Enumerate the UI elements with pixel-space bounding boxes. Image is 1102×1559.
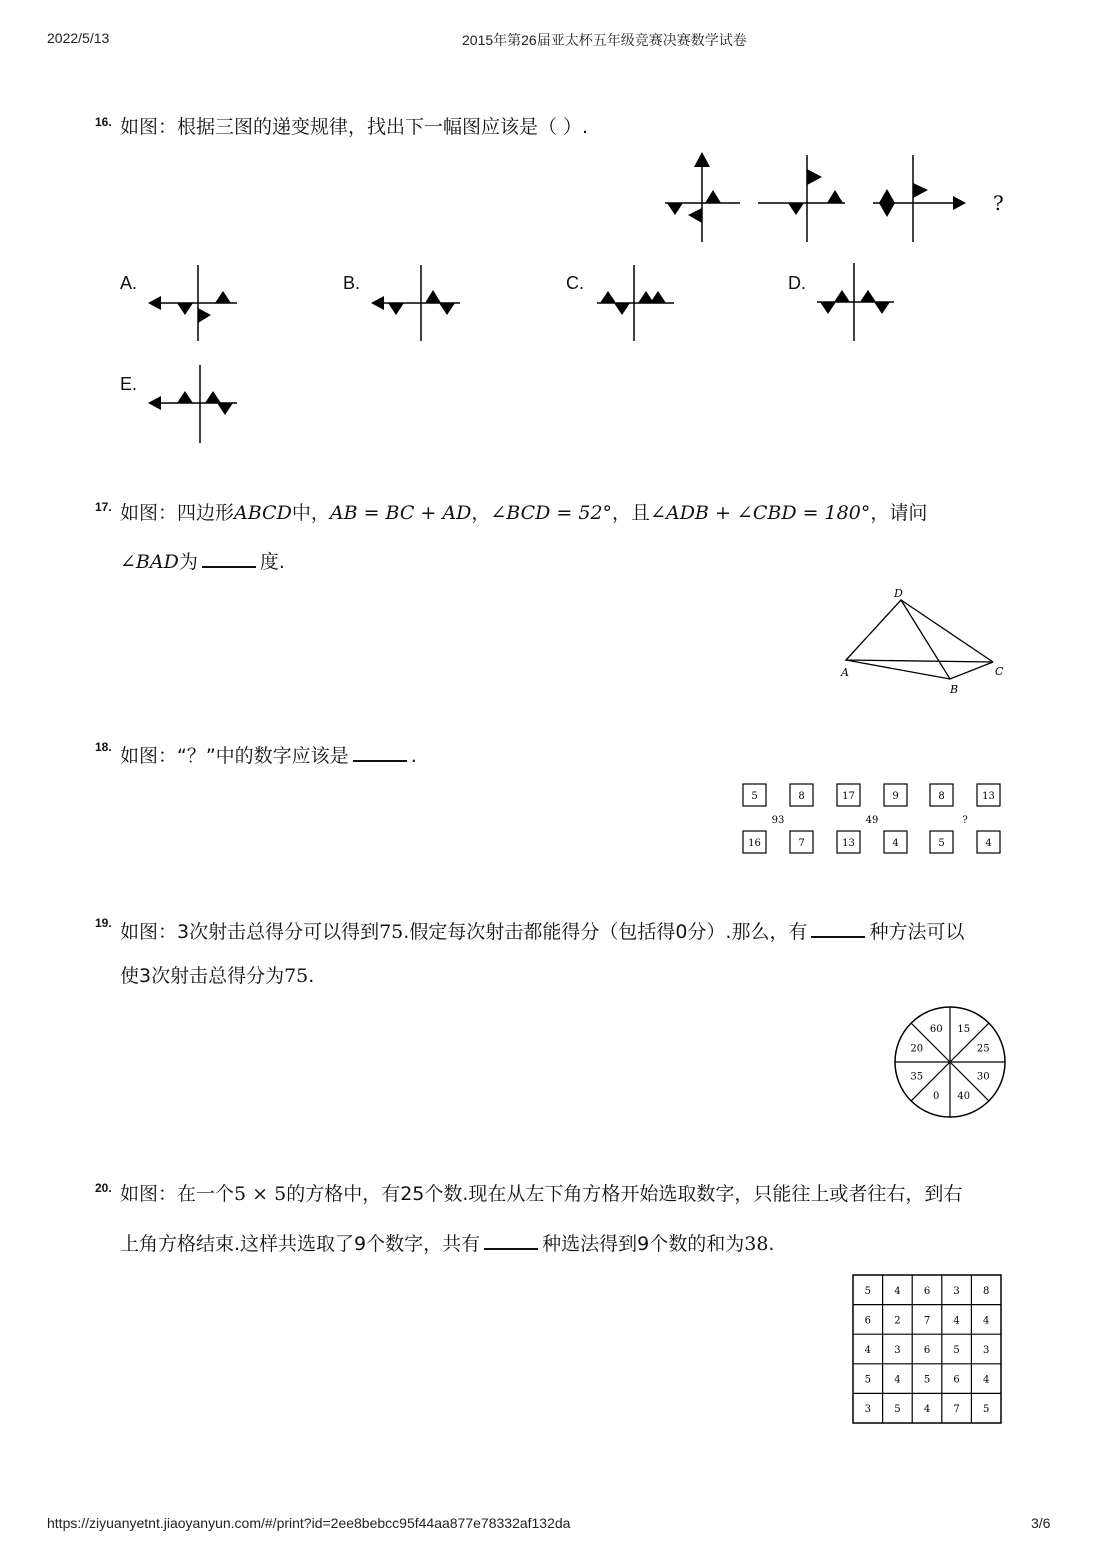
wheel-score: 15 [957, 1024, 971, 1036]
number-grid-figure [850, 1272, 1006, 1428]
number-cell-value: 5 [751, 791, 758, 802]
grid-cell-value: 7 [953, 1404, 960, 1416]
grid-cell-value: 4 [983, 1315, 990, 1327]
question-16-sequence-figure [655, 145, 1015, 250]
number-center-value: 49 [865, 815, 879, 826]
number-cell-value: 4 [985, 838, 992, 849]
question-20-number: 20. [95, 1181, 112, 1195]
grid-cell-value: 3 [894, 1345, 901, 1356]
question-19-line-1: 如图：3次射击总得分可以得到75.假定每次射击都能得分（包括得0分）.那么，有 种方法可以 [120, 921, 965, 943]
grid-cell-value: 6 [923, 1285, 931, 1297]
grid-cell-value: 7 [923, 1315, 931, 1327]
grid-cell-value: 4 [923, 1404, 931, 1416]
wheel-score: 25 [976, 1043, 990, 1055]
footer-page-number: 3/6 [1031, 1515, 1051, 1531]
answer-blank [484, 1232, 538, 1250]
number-puzzle-figure [740, 780, 1010, 860]
number-group-1 [743, 784, 813, 853]
question-18-text: 如图：“？”中的数字应该是 . [120, 745, 417, 767]
number-cell-value: 7 [798, 838, 805, 849]
wheel-score: 30 [976, 1071, 990, 1083]
option-c-label: C. [566, 273, 584, 293]
grid-cell-value: 5 [894, 1404, 901, 1416]
vertex-label-d: D [894, 587, 903, 600]
option-a-figure [145, 263, 240, 343]
number-cell-value: 9 [892, 791, 899, 802]
option-e-figure [145, 363, 245, 445]
question-19-line-2: 使3次射击总得分为75. [120, 965, 315, 987]
target-wheel [895, 1007, 1005, 1117]
quadrilateral-figure [835, 585, 1010, 700]
question-20-line-1: 如图：在一个5 × 5的方格中，有25个数.现在从左下角方格开始选取数字，只能往上或者往右，到右 [120, 1183, 963, 1205]
grid-cell-value: 3 [983, 1345, 990, 1356]
sequence-figure-1 [665, 152, 740, 242]
number-cell-value: 4 [892, 838, 899, 849]
wheel-score: 0 [933, 1090, 940, 1102]
option-b-figure [368, 263, 463, 343]
number-center-value: 93 [771, 815, 785, 826]
sequence-question-mark: ? [993, 191, 1004, 215]
grid-cell-value: 5 [864, 1374, 871, 1386]
sequence-figure-2 [758, 155, 845, 242]
grid-cell-value: 5 [953, 1345, 960, 1356]
number-cell-value: 8 [798, 791, 805, 802]
number-cell-value: 13 [842, 838, 855, 849]
grid-cell-value: 4 [864, 1345, 871, 1356]
answer-blank [202, 550, 256, 568]
question-16-number: 16. [95, 115, 112, 129]
grid-cell-value: 4 [953, 1315, 960, 1327]
grid-cell-value: 8 [983, 1285, 990, 1297]
grid-cell-value: 6 [923, 1345, 931, 1356]
grid-cell-value: 4 [894, 1285, 901, 1297]
question-17-line-2: ∠BAD为 度. [120, 551, 285, 573]
number-group-3 [930, 784, 1000, 853]
question-20-line-2: 上角方格结束.这样共选取了9个数字，共有 种选法得到9个数的和为38. [120, 1233, 775, 1255]
number-grid [853, 1275, 1001, 1423]
number-cell-value: 8 [938, 791, 945, 802]
number-group-2 [837, 784, 907, 853]
grid-cell-value: 3 [953, 1285, 960, 1297]
answer-blank [811, 920, 865, 938]
vertex-label-c: C [995, 665, 1004, 678]
option-c-figure [592, 263, 687, 343]
option-d-figure [812, 261, 907, 343]
option-b-label: B. [343, 273, 361, 293]
vertex-label-b: B [950, 683, 959, 696]
question-19-number: 19. [95, 916, 112, 930]
grid-cell-value: 5 [923, 1374, 931, 1386]
number-cell-value: 17 [842, 791, 855, 802]
wheel-score: 40 [957, 1090, 971, 1102]
grid-cell-value: 5 [864, 1285, 871, 1297]
number-center-value: ? [962, 815, 968, 826]
wheel-score: 60 [929, 1024, 943, 1036]
grid-cell-value: 5 [983, 1404, 990, 1416]
header-date: 2022/5/13 [47, 30, 110, 46]
grid-cell-value: 4 [894, 1374, 901, 1386]
vertex-label-a: A [841, 666, 849, 679]
grid-cell-value: 6 [864, 1315, 871, 1327]
grid-cell-value: 6 [953, 1374, 960, 1386]
question-17-number: 17. [95, 500, 112, 514]
number-cell-value: 16 [748, 838, 761, 849]
option-e-label: E. [120, 374, 138, 394]
option-d-label: D. [788, 273, 806, 293]
number-cell-value: 13 [982, 791, 995, 802]
question-17-line-1: 如图：四边形ABCD中，AB = BC + AD，∠BCD = 52°，且∠ADB + ∠CBD = 180°，请问 [120, 502, 928, 524]
answer-blank [353, 744, 407, 762]
number-cell-value: 5 [938, 838, 945, 849]
target-wheel-figure [890, 1002, 1010, 1122]
wheel-score: 20 [910, 1043, 924, 1055]
grid-cell-value: 2 [894, 1315, 901, 1327]
grid-cell-value: 3 [864, 1404, 871, 1416]
grid-cell-value: 4 [983, 1374, 990, 1386]
question-16-text: 如图：根据三图的递变规律，找出下一幅图应该是（ ）. [120, 116, 589, 138]
sequence-figure-3 [873, 155, 966, 242]
option-a-label: A. [120, 273, 138, 293]
header-title: 2015年第26届亚太杯五年级竞赛决赛数学试卷 [462, 32, 747, 48]
wheel-score: 35 [910, 1071, 924, 1083]
question-18-number: 18. [95, 740, 112, 754]
footer-url: https://ziyuanyetnt.jiaoyanyun.com/#/print?id=2ee8bebcc95f44aa877e78332af132da [47, 1515, 571, 1531]
